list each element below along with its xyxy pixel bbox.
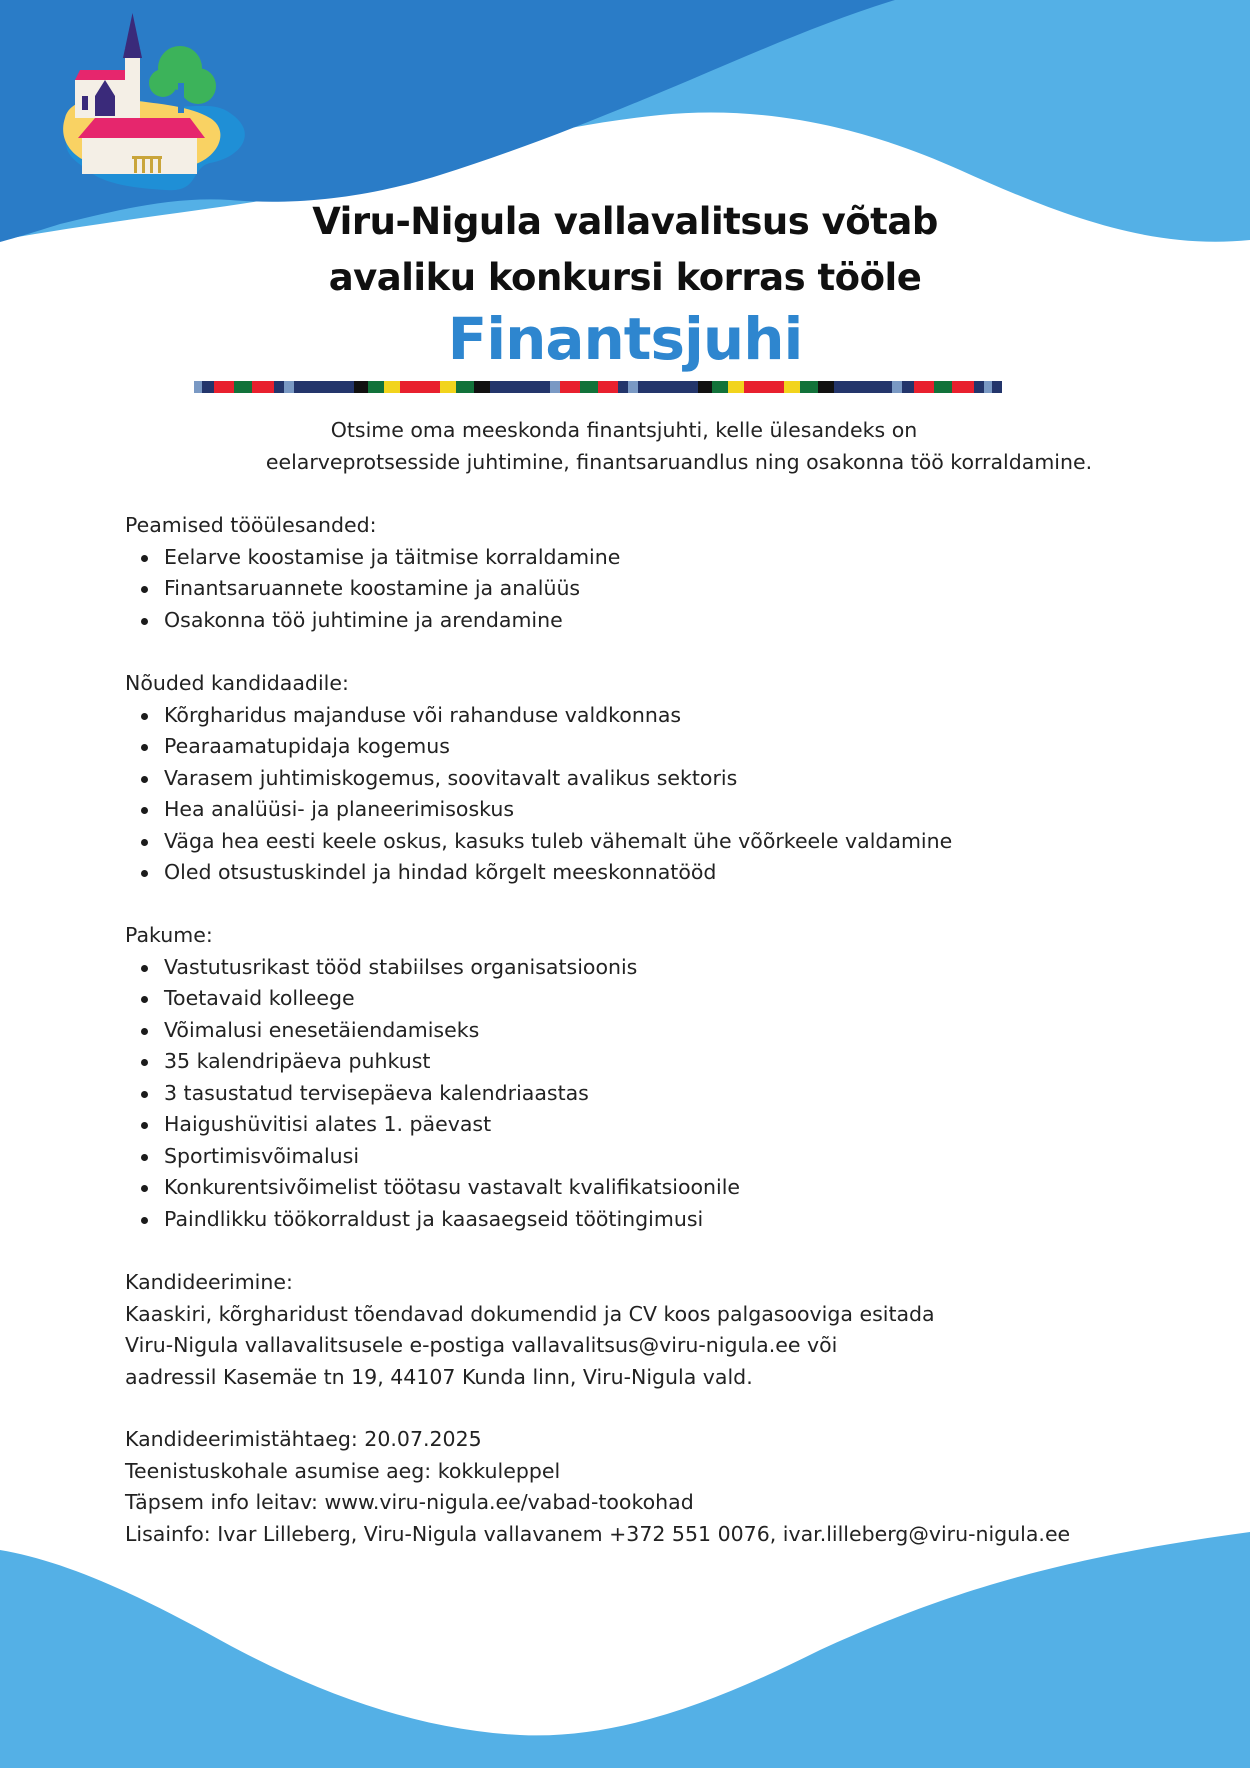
bottom-wave — [0, 1532, 1250, 1768]
list-item: Võimalusi enesetäiendamiseks — [164, 1015, 1175, 1047]
list-item: Toetavaid kolleege — [164, 983, 1175, 1015]
list-item: Varasem juhtimiskogemus, soovitavalt avalikus sektoris — [164, 763, 1175, 795]
list-item: 3 tasustatud tervisepäeva kalendriaastas — [164, 1078, 1175, 1110]
list-item: Finantsaruannete koostamine ja analüüs — [164, 573, 1175, 605]
intro-line-1: Otsime oma meeskonda finantsjuhti, kelle ülesandeks on — [330, 418, 918, 442]
list-item: Osakonna töö juhtimine ja arendamine — [164, 605, 1175, 637]
requirements-list — [125, 700, 1175, 889]
position-title: Finantsjuhi — [447, 305, 803, 373]
list-item: Kõrgharidus majanduse või rahanduse valdkonnas — [164, 700, 1175, 732]
list-item: Haigushüvitisi alates 1. päevast — [164, 1109, 1175, 1141]
details-section — [125, 1424, 1175, 1550]
list-item: Sportimisvõimalusi — [164, 1141, 1175, 1173]
decorative-stripe — [194, 381, 1056, 393]
headline-line-1: Viru-Nigula vallavalitsus võtab — [312, 200, 938, 243]
application-line-1: Kaaskiri, kõrgharidust tõendavad dokumendid ja CV koos palgasooviga esitada — [125, 1301, 935, 1326]
village-church-icon — [60, 8, 260, 193]
headline-line-2: avaliku konkursi korras tööle — [328, 256, 922, 299]
list-item: Väga hea eesti keele oskus, kasuks tuleb vähemalt ühe võõrkeele valdamine — [164, 826, 1175, 858]
contact-info: Lisainfo: Ivar Lilleberg, Viru-Nigula vallavanem +372 551 0076, ivar.lilleberg@viru-nigula.ee — [125, 1521, 1071, 1546]
application-line-2: Viru-Nigula vallavalitsusele e-postiga vallavalitsus@viru-nigula.ee või — [125, 1333, 838, 1357]
application-label: Kandideerimine: — [125, 1270, 293, 1294]
list-item: Hea analüüsi- ja planeerimisoskus — [164, 794, 1175, 826]
list-item: Konkurentsivõimelist töötasu vastavalt kvalifikatsioonile — [164, 1172, 1175, 1204]
requirements-label: Nõuded kandidaadile: — [125, 671, 349, 695]
application-line-3: aadressil Kasemäe tn 19, 44107 Kunda linn, Viru-Nigula vald. — [125, 1364, 753, 1389]
duties-label: Peamised tööülesanded: — [125, 513, 377, 537]
offer-list — [125, 952, 1175, 1236]
list-item: Oled otsustuskindel ja hindad kõrgelt meeskonnatööd — [164, 857, 1175, 889]
application-section — [125, 1267, 1175, 1393]
requirements-section — [125, 668, 1175, 889]
list-item: Eelarve koostamise ja täitmise korraldamine — [164, 542, 1175, 574]
duties-section — [125, 510, 1175, 636]
more-info: Täpsem info leitav: www.viru-nigula.ee/vabad-tookohad — [125, 1490, 694, 1514]
deadline: Kandideerimistähtaeg: 20.07.2025 — [125, 1427, 482, 1451]
list-item: Pearaamatupidaja kogemus — [164, 731, 1175, 763]
offer-label: Pakume: — [125, 923, 213, 947]
offer-section — [125, 920, 1175, 1235]
list-item: Paindlikku töökorraldust ja kaasaegseid töötingimusi — [164, 1204, 1175, 1236]
start-date: Teenistuskohale asumise aeg: kokkuleppel — [125, 1458, 561, 1483]
list-item: 35 kalendripäeva puhkust — [164, 1046, 1175, 1078]
list-item: Vastutusrikast tööd stabiilses organisatsioonis — [164, 952, 1175, 984]
duties-list — [125, 542, 1175, 637]
intro-line-2: eelarveprotsesside juhtimine, finantsaruandlus ning osakonna töö korraldamine. — [265, 450, 1093, 474]
